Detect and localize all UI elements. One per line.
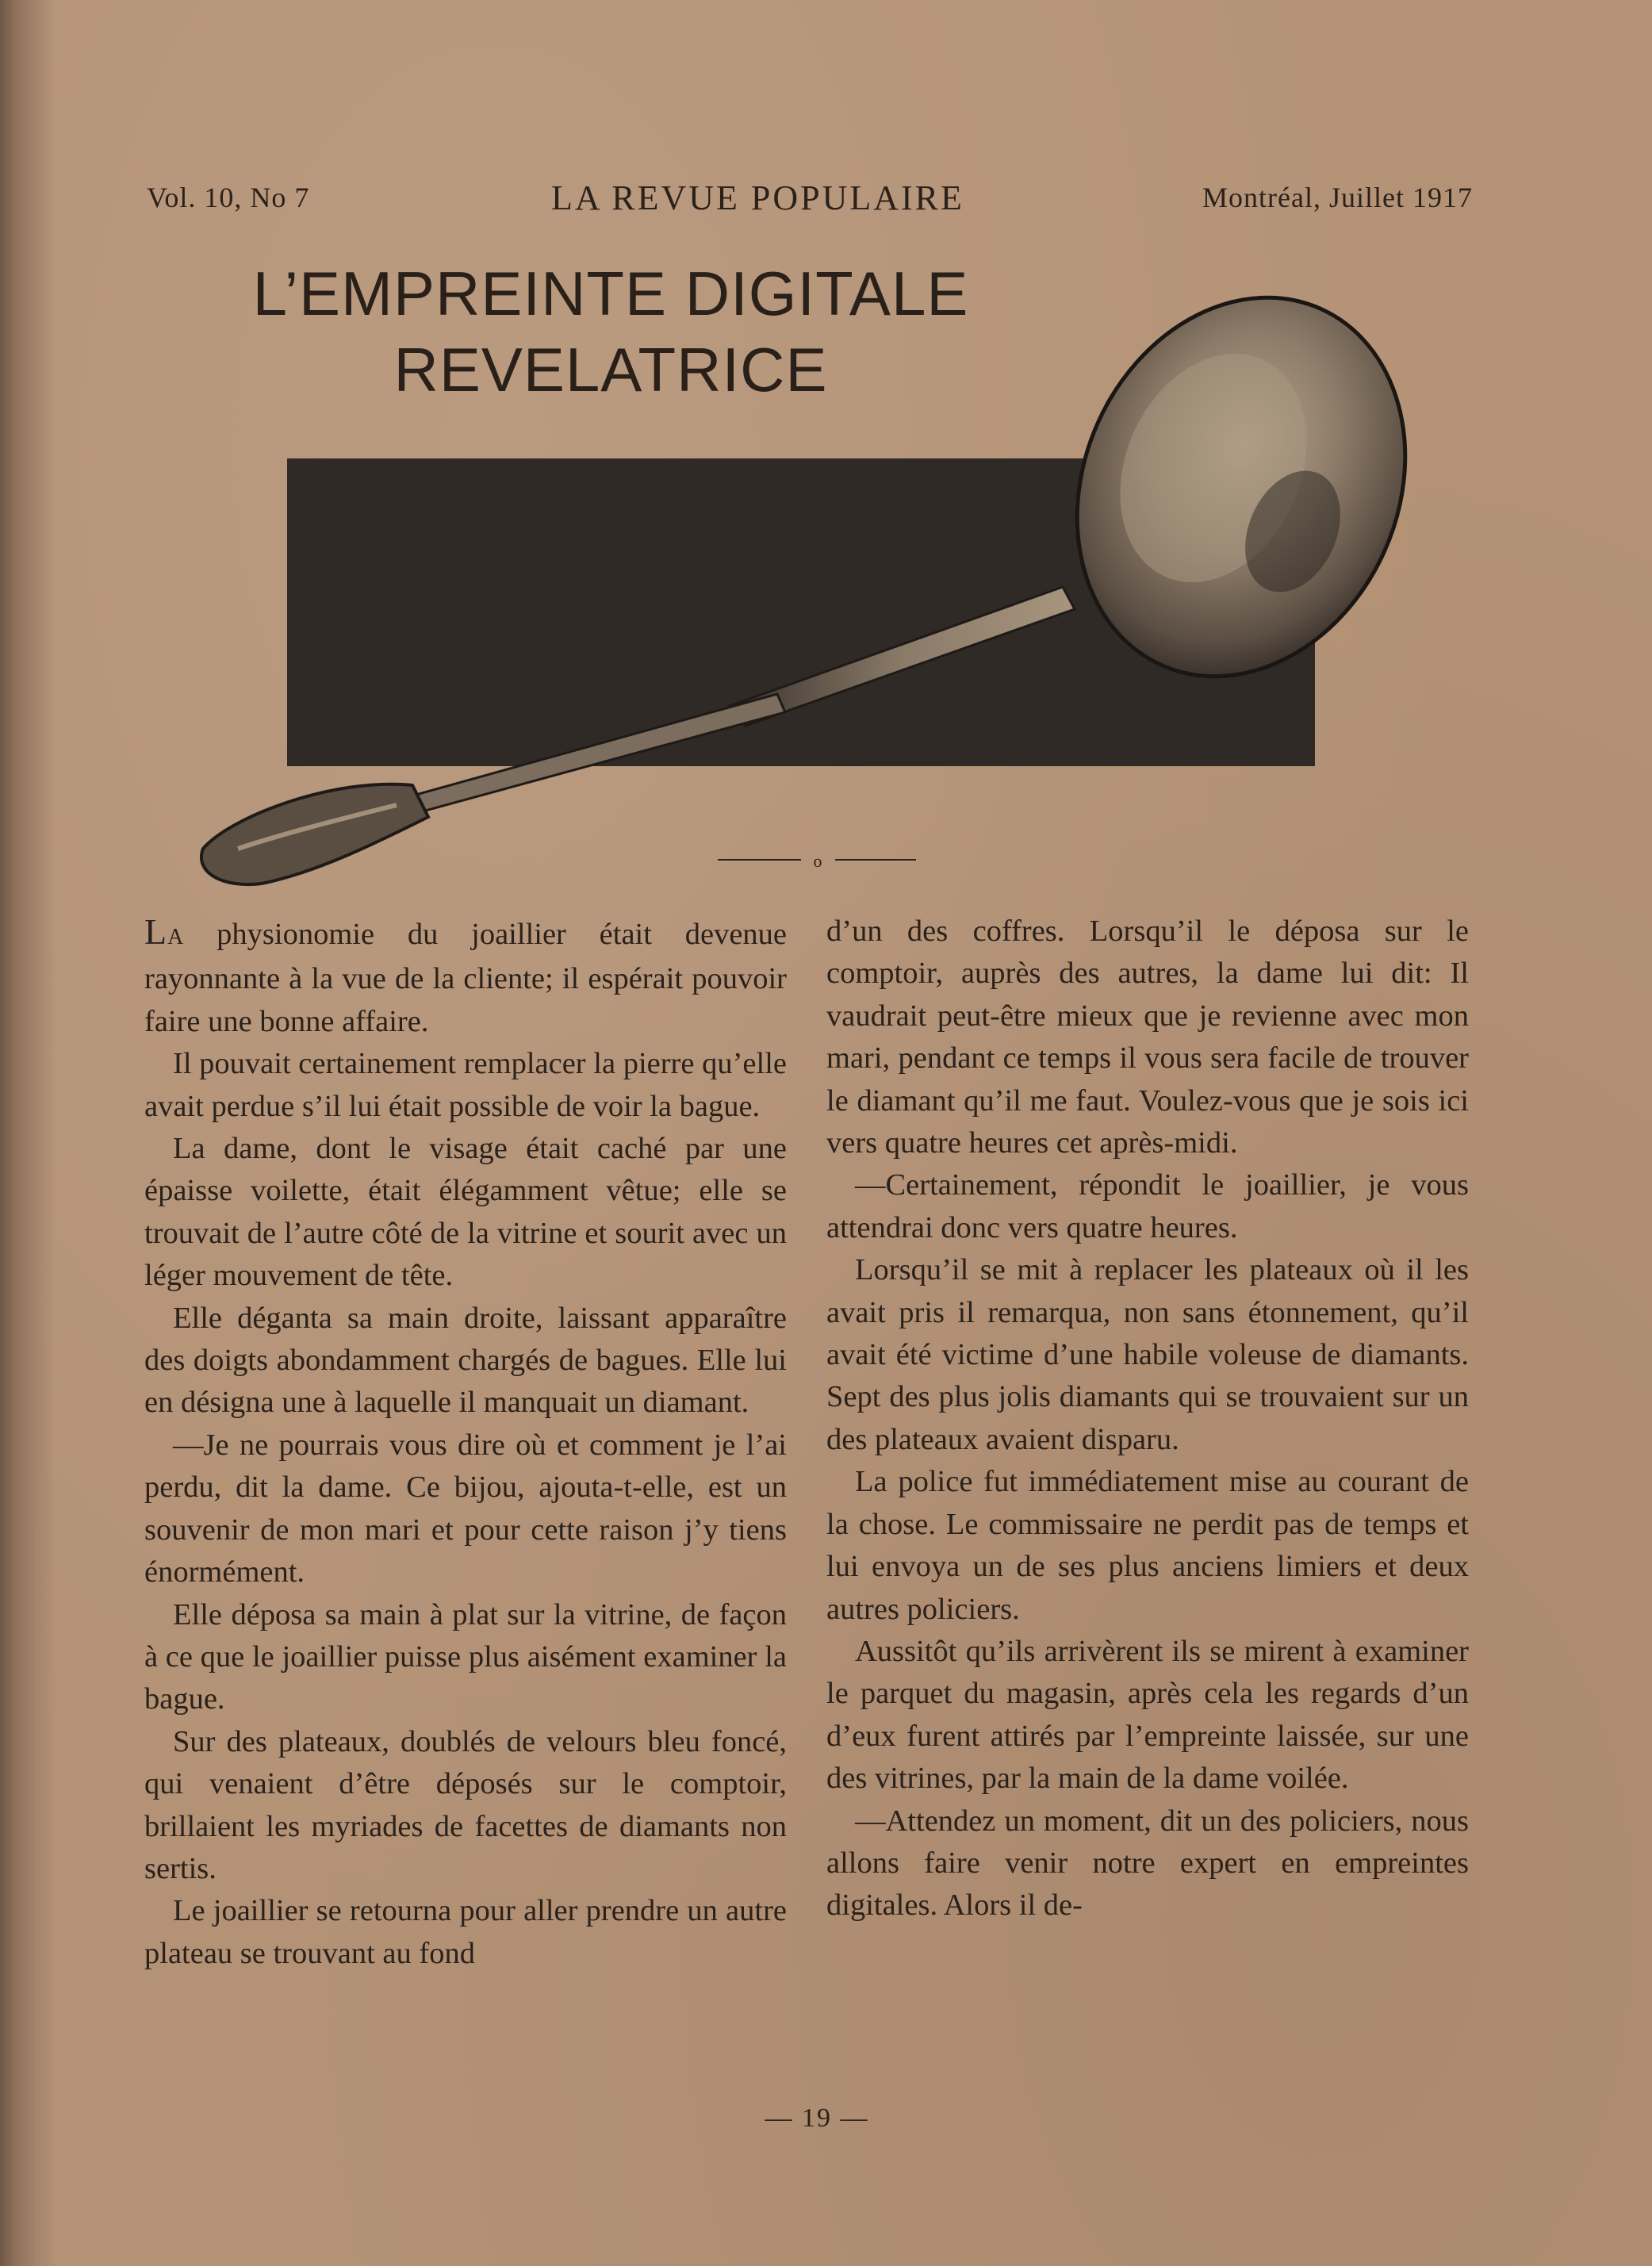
- paragraph: La police fut immédiatement mise au courant de la chose. Le commissaire ne perdit pas de temps et lui envoya un de ses plus anciens limiers et deux autres policiers.: [826, 1465, 1469, 1626]
- paragraph: Sur des plateaux, doublés de velours bleu foncé, qui venaient d’être déposés sur le comptoir, brillaient les myriades de facettes de diamants non sertis.: [144, 1724, 787, 1885]
- separator-mark: o: [813, 853, 822, 871]
- title-line-2: REVELATRICE: [393, 335, 828, 405]
- page-binding-edge: [0, 0, 56, 2266]
- section-separator: [718, 853, 916, 877]
- paragraph: Elle déposa sa main à plat sur la vitrine, de façon à ce que le joaillier puisse plus aisément examiner la bague.: [144, 1597, 787, 1716]
- paragraph: Lorsqu’il se mit à replacer les plateaux où il les avait pris il remarqua, non sans étonnement, qu’il avait été victime d’une habile voleuse de diamants. Sept des plus jolis diamants qui se trouvaient sur un des plateaux avaient disparu.: [826, 1253, 1469, 1456]
- paragraph-text: physionomie du joaillier était devenue rayonnante à la vue de la cliente; il espérait pouvoir faire une bonne affaire.: [144, 918, 787, 1038]
- page-number: — 19 —: [765, 2103, 869, 2133]
- left-text-column: [144, 911, 787, 1975]
- paragraph: [144, 911, 787, 1043]
- paragraph: —Certainement, répondit le joaillier, je vous attendrai donc vers quatre heures.: [826, 1168, 1469, 1244]
- title-line-1: L’EMPREINTE DIGITALE: [252, 259, 969, 328]
- paragraph: Il pouvait certainement remplacer la pierre qu’elle avait perdue s’il lui était possible de voir la bague.: [144, 1047, 787, 1123]
- magazine-name: LA REVUE POPULAIRE: [551, 178, 964, 217]
- paragraph: Le joaillier se retourna pour aller prendre un autre plateau se trouvant au fond: [144, 1894, 787, 1970]
- article-title: [190, 255, 1031, 408]
- paragraph: La dame, dont le visage était caché par une épaisse voilette, était élégamment vêtue; elle se trouvait de l’autre côté de la vitrine et sourit avec un léger mouvement de tête.: [144, 1132, 787, 1293]
- right-text-column: [826, 911, 1469, 1927]
- paragraph: Elle déganta sa main droite, laissant apparaître des doigts abondamment chargés de bagues. Elle lui en désigna une à laquelle il manquait un diamant.: [144, 1301, 787, 1420]
- paragraph: Aussitôt qu’ils arrivèrent ils se mirent à examiner le parquet du magasin, après cela les regards d’un d’eux furent attirés par l’empreinte laissée, sur une des vitrines, par la main de la dame voilée.: [826, 1634, 1469, 1796]
- paragraph: —Je ne pourrais vous dire où et comment je l’ai perdu, dit la dame. Ce bijou, ajouta-t-elle, est un souvenir de mon mari et pour cette raison j’y tiens énormément.: [144, 1428, 787, 1589]
- drop-cap: L: [144, 911, 168, 952]
- running-header: [147, 178, 1473, 220]
- issue-date: Montréal, Juillet 1917: [1202, 182, 1473, 213]
- paragraph: —Attendez un moment, dit un des policiers, nous allons faire venir notre expert en empreintes digitales. Alors il de-: [826, 1804, 1469, 1923]
- paragraph: d’un des coffres. Lorsqu’il le déposa sur le comptoir, auprès des autres, la dame lui dit: Il vaudrait peut-être mieux que je revienne avec mon mari, pendant ce temps il vous sera facile de trouver le diamant qu’il me faut. Voulez-vous que je sois ici vers quatre heures cet après-midi.: [826, 914, 1469, 1160]
- small-cap: A: [167, 925, 184, 949]
- volume-number: Vol. 10, No 7: [147, 182, 310, 213]
